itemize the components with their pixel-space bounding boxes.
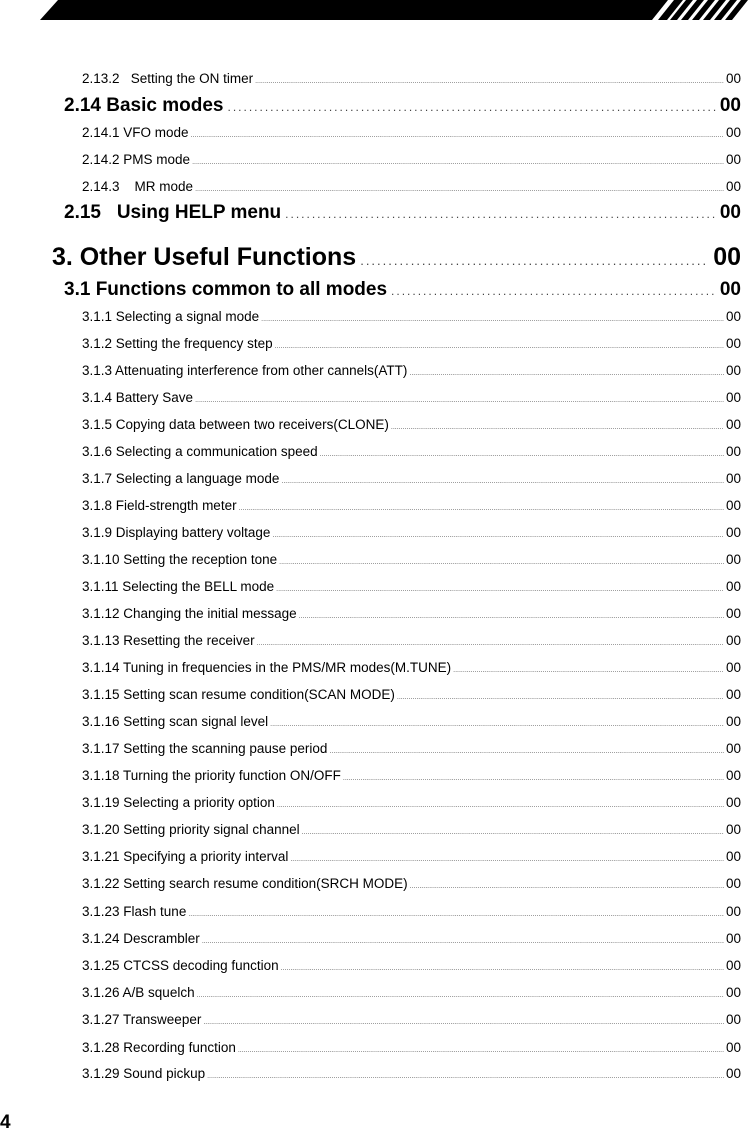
toc-entry[interactable] (82, 876, 741, 891)
toc-entry-title: 3.1.26 A/B squelch (82, 985, 195, 1000)
toc-entry-title: 3.1.28 Recording function (82, 1040, 236, 1055)
toc-entry-title: 2.14.2 PMS mode (82, 152, 191, 167)
toc-entry-title: 3.1.6 Selecting a communication speed (82, 444, 318, 459)
toc-entry-title: 2.14.1 VFO mode (82, 125, 189, 140)
toc-entry-title: 2.14 Basic modes (64, 95, 224, 116)
toc-entry[interactable] (82, 125, 741, 140)
toc-entry-title: 3.1.25 CTCSS decoding function (82, 958, 279, 973)
toc-entry-page: 00 (725, 660, 741, 675)
toc-entry-title: 3.1.5 Copying data between two receivers(CLONE) (82, 417, 389, 432)
toc-entry[interactable] (82, 1066, 741, 1081)
toc-entry-page: 00 (725, 498, 741, 513)
toc-entry-page: 00 (725, 1012, 741, 1027)
toc-entry-title: 3.1.8 Field-strength meter (82, 498, 237, 513)
toc-entry-page: 00 (725, 579, 741, 594)
toc-entry-title: 3.1 Functions common to all modes (64, 279, 388, 300)
toc-entry[interactable] (82, 309, 741, 324)
toc-entry[interactable] (82, 849, 741, 864)
toc-entry-title: 3.1.21 Specifying a priority interval (82, 849, 289, 864)
toc-entry-title: 3.1.11 Selecting the BELL mode (82, 579, 275, 594)
dot-leader (410, 883, 724, 890)
dot-leader (360, 253, 709, 268)
dot-leader (203, 1019, 724, 1026)
toc-entry[interactable] (82, 985, 741, 1000)
toc-entry-page: 00 (725, 931, 741, 946)
toc-entry-page: 00 (725, 985, 741, 1000)
toc-entry-page: 00 (719, 279, 741, 300)
toc-entry-page: 00 (725, 849, 741, 864)
toc-entry-page: 00 (725, 741, 741, 756)
toc-entry[interactable] (82, 606, 741, 621)
toc-entry-page: 00 (725, 552, 741, 567)
toc-entry[interactable] (82, 152, 741, 167)
dot-leader (255, 78, 724, 85)
dot-leader (191, 132, 724, 139)
dot-leader (453, 667, 724, 674)
toc-entry[interactable] (82, 741, 741, 756)
toc-entry-title: 3.1.22 Setting search resume condition(SRCH MODE) (82, 876, 408, 891)
toc-entry-page: 00 (719, 202, 741, 223)
dot-leader (202, 938, 724, 945)
toc-entry-page: 00 (725, 444, 741, 459)
toc-entry-page: 00 (725, 471, 741, 486)
toc-entry-page: 00 (725, 904, 741, 919)
toc-entry-title: 3.1.7 Selecting a language mode (82, 471, 280, 486)
dot-leader (409, 370, 724, 377)
toc-entry[interactable] (82, 714, 741, 729)
toc-entry-title: 2.15 Using HELP menu (64, 202, 282, 223)
dot-leader (239, 505, 724, 512)
dot-leader (195, 186, 724, 193)
toc-entry-title: 3.1.2 Setting the frequency step (82, 336, 273, 351)
toc-entry-title: 3.1.14 Tuning in frequencies in the PMS/MR modes(M.TUNE) (82, 660, 452, 675)
toc-entry-title: 2.13.2 Setting the ON timer (82, 71, 254, 86)
toc-entry[interactable] (82, 633, 741, 648)
toc-entry-page: 00 (725, 687, 741, 702)
toc-entry[interactable] (82, 579, 741, 594)
toc-entry-title: 3.1.24 Descrambler (82, 931, 200, 946)
toc-entry-page: 00 (725, 822, 741, 837)
dot-leader (302, 829, 724, 836)
toc-entry[interactable] (82, 179, 741, 194)
toc-entry-title: 3.1.20 Setting priority signal channel (82, 822, 300, 837)
dot-leader (329, 748, 724, 755)
toc-entry-page: 00 (725, 390, 741, 405)
dot-leader (207, 1073, 724, 1080)
toc-entry[interactable] (64, 279, 741, 301)
toc-entry-title: 3.1.29 Sound pickup (82, 1066, 206, 1081)
toc-entry-title: 3.1.15 Setting scan resume condition(SCAN MODE) (82, 687, 395, 702)
dot-leader (276, 586, 724, 593)
toc-entry-page: 00 (725, 309, 741, 324)
dot-leader (261, 316, 724, 323)
toc-entry-title: 3.1.1 Selecting a signal mode (82, 309, 260, 324)
toc-entry-title: 3.1.3 Attenuating interference from other cannels(ATT) (82, 363, 408, 378)
toc-entry-title: 3.1.19 Selecting a priority option (82, 795, 275, 810)
toc-entry-page: 00 (725, 336, 741, 351)
toc-entry-title: 3. Other Useful Functions (52, 243, 357, 271)
toc-entry-page: 00 (725, 606, 741, 621)
toc-entry-title: 3.1.10 Setting the reception tone (82, 552, 278, 567)
toc-entry[interactable] (82, 958, 741, 973)
toc-entry-page: 00 (725, 1040, 741, 1055)
toc-entry[interactable] (82, 795, 741, 810)
toc-entry-page: 00 (713, 243, 741, 271)
dot-leader (391, 424, 724, 431)
toc-entry-title: 3.1.4 Battery Save (82, 390, 194, 405)
dot-leader (277, 802, 724, 809)
dot-leader (272, 532, 724, 539)
toc-entry[interactable] (52, 243, 741, 272)
toc-entry[interactable] (82, 822, 741, 837)
toc-entry[interactable] (82, 71, 741, 86)
dot-leader (188, 911, 724, 918)
toc-entry-title: 2.14.3 MR mode (82, 179, 194, 194)
dot-leader (281, 478, 724, 485)
toc-entry-title: 3.1.27 Transweeper (82, 1012, 202, 1027)
toc-entry-page: 00 (725, 363, 741, 378)
toc-entry[interactable] (82, 336, 741, 351)
toc-entry-title: 3.1.13 Resetting the receiver (82, 633, 255, 648)
toc-entry-title: 3.1.9 Displaying battery voltage (82, 525, 271, 540)
toc-entry-page: 00 (725, 714, 741, 729)
dot-leader (391, 284, 716, 298)
dot-leader (397, 694, 724, 701)
dot-leader (281, 965, 724, 972)
toc-entry-page: 00 (725, 152, 741, 167)
toc-entry-page: 00 (725, 633, 741, 648)
toc-entry[interactable] (82, 1040, 741, 1055)
toc-entry-page: 00 (725, 795, 741, 810)
toc-entry[interactable] (64, 95, 741, 117)
dot-leader (343, 775, 724, 782)
toc-entry-title: 3.1.12 Changing the initial message (82, 606, 297, 621)
toc-entry-page: 00 (725, 417, 741, 432)
dot-leader (270, 721, 724, 728)
toc-entry[interactable] (82, 363, 741, 378)
dot-leader (275, 343, 724, 350)
toc-entry[interactable] (82, 417, 741, 432)
toc-entry[interactable] (82, 904, 741, 919)
dot-leader (227, 100, 715, 114)
toc-entry[interactable] (82, 444, 741, 459)
toc-entry-page: 00 (725, 768, 741, 783)
dot-leader (257, 640, 724, 647)
toc-entry-title: 3.1.23 Flash tune (82, 904, 187, 919)
toc-entry[interactable] (82, 768, 741, 783)
toc-entry-page: 00 (725, 1066, 741, 1081)
toc-entry[interactable] (82, 552, 741, 567)
page-number: 4 (0, 1112, 11, 1133)
toc-entry-page: 00 (725, 71, 741, 86)
toc-entry[interactable] (82, 660, 741, 675)
toc-entry-page: 00 (719, 95, 741, 116)
toc-entry[interactable] (82, 1012, 741, 1027)
toc-entry-page: 00 (725, 525, 741, 540)
dot-leader (195, 397, 724, 404)
dot-leader (320, 451, 724, 458)
toc-entry[interactable] (82, 687, 741, 702)
toc-entry[interactable] (82, 525, 741, 540)
toc-entry-title: 3.1.18 Turning the priority function ON/OFF (82, 768, 341, 783)
dot-leader (285, 207, 716, 221)
toc-entry-title: 3.1.16 Setting scan signal level (82, 714, 269, 729)
toc-entry[interactable] (64, 202, 741, 224)
toc-entry-title: 3.1.17 Setting the scanning pause period (82, 741, 328, 756)
dot-leader (279, 559, 724, 566)
dot-leader (299, 613, 724, 620)
toc-entry-page: 00 (725, 876, 741, 891)
toc-entry[interactable] (82, 390, 741, 405)
dot-leader (290, 856, 724, 863)
toc-entry-page: 00 (725, 958, 741, 973)
dot-leader (197, 992, 724, 999)
toc-entry-page: 00 (725, 179, 741, 194)
dot-leader (192, 159, 724, 166)
toc-entry[interactable] (82, 498, 741, 513)
dot-leader (238, 1047, 724, 1054)
toc-entry[interactable] (82, 471, 741, 486)
header-band (0, 0, 748, 24)
toc-entry[interactable] (82, 931, 741, 946)
toc-entry-page: 00 (725, 125, 741, 140)
